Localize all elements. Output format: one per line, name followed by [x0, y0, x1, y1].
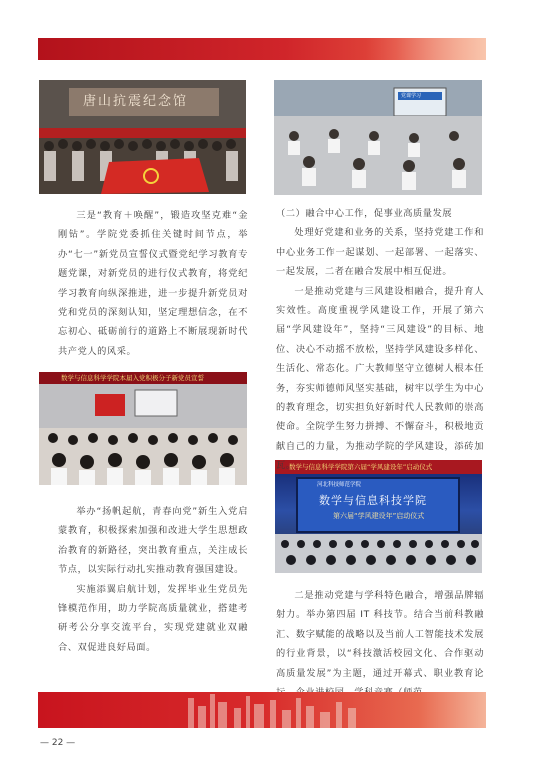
memorial-sign: 唐山抗震纪念馆: [83, 94, 189, 109]
party-flag: [101, 158, 209, 194]
left-paragraph-3: 实施添翼启航计划，发挥毕业生党员先锋模范作用，助力学院高质量就业，搭建考研考公分享交流平台，实现党建就业双融合、双促进良好局面。: [58, 583, 248, 653]
photo-memorial-group: [39, 80, 246, 194]
section-heading: （二）融合中心工作，促事业高质量发展: [276, 208, 453, 219]
photo-study-style-ceremony: [275, 460, 482, 573]
left-paragraph-1: 三是“教育＋唤醒”，锻造攻坚克难“金刚钻”。学院党委抓住关键时间节点，举办“七一”新党员宣誓仪式暨党纪学习教育专题党课，对新党员的进行仪式教育，将党纪学习教育向纵深推进，进一步提升新党员对党和党员的深刻认知，坚定理想信念，在不忘初心、砥砺前行的道路上不断展现新时代共产党人的风采。: [58, 210, 248, 357]
right-paragraph-2: 一是推动党建与三风建设相融合，提升育人实效性。高度重视学风建设工作，开展了第六届“学风建设年”，坚持“三风建设”的目标、地位、决心不动摇不放松，坚持学风建设多样化、生活化、常态化。广大教师坚守立德树人根本任务，夯实师德师风坚实基础，树牢以学生为中心的教育理念，切实担负好新时代人民教师的崇高使命。全院学生努力拼搏、不懈奋斗，积极地贡献自己的力量，为推动学院的学风建设，添砖加瓦。: [276, 285, 484, 472]
ceremony-banner-text: 数学与信息科学学院第六届“学风建设年”启动仪式: [289, 463, 433, 471]
left-column: [58, 206, 248, 361]
right-column: [276, 204, 484, 476]
photo-oath-ceremony: [39, 372, 247, 485]
skyline-decoration: [38, 692, 486, 728]
page-number: — 22 —: [40, 738, 76, 748]
right-column-lower: [276, 586, 484, 692]
screen-logo-text: 河北科技师范学院: [317, 482, 362, 488]
left-column-lower: [58, 502, 248, 657]
screen-title: 数学与信息科技学院: [319, 494, 427, 507]
screen-subtitle: 第六届“学风建设年”启动仪式: [333, 512, 425, 520]
right-paragraph-1: 处理好党建和业务的关系，坚持党建工作和中心业务工作一起谋划、一起部署、一起落实、一起发展，二者在融合发展中相互促进。: [276, 227, 484, 278]
photo-classroom-study: [274, 80, 482, 195]
oath-banner-text: 数学与信息科学学院本届入党积极分子新党员宣誓: [61, 374, 204, 382]
left-paragraph-2: 举办“扬帆起航，青春向党”新生入党启蒙教育，积极探索加强和改进大学生思想政治教育的新路径，突出教育重点，关注成长节点，以实际行动扎实推动教育强国建设。: [58, 506, 248, 576]
right-paragraph-3: 二是推动党建与学科特色融合，增强品牌辐射力。举办第四届 IT 科技节。结合当前科教融汇、数字赋能的战略以及当前人工智能技术发展的行业背景，以“科技激活校园文化、合作驱动高质量发展”为主题，通过开幕式、职业教育论: [276, 590, 484, 679]
header-banner: [38, 38, 486, 60]
classroom-screen-text: 党课学习: [401, 93, 422, 99]
